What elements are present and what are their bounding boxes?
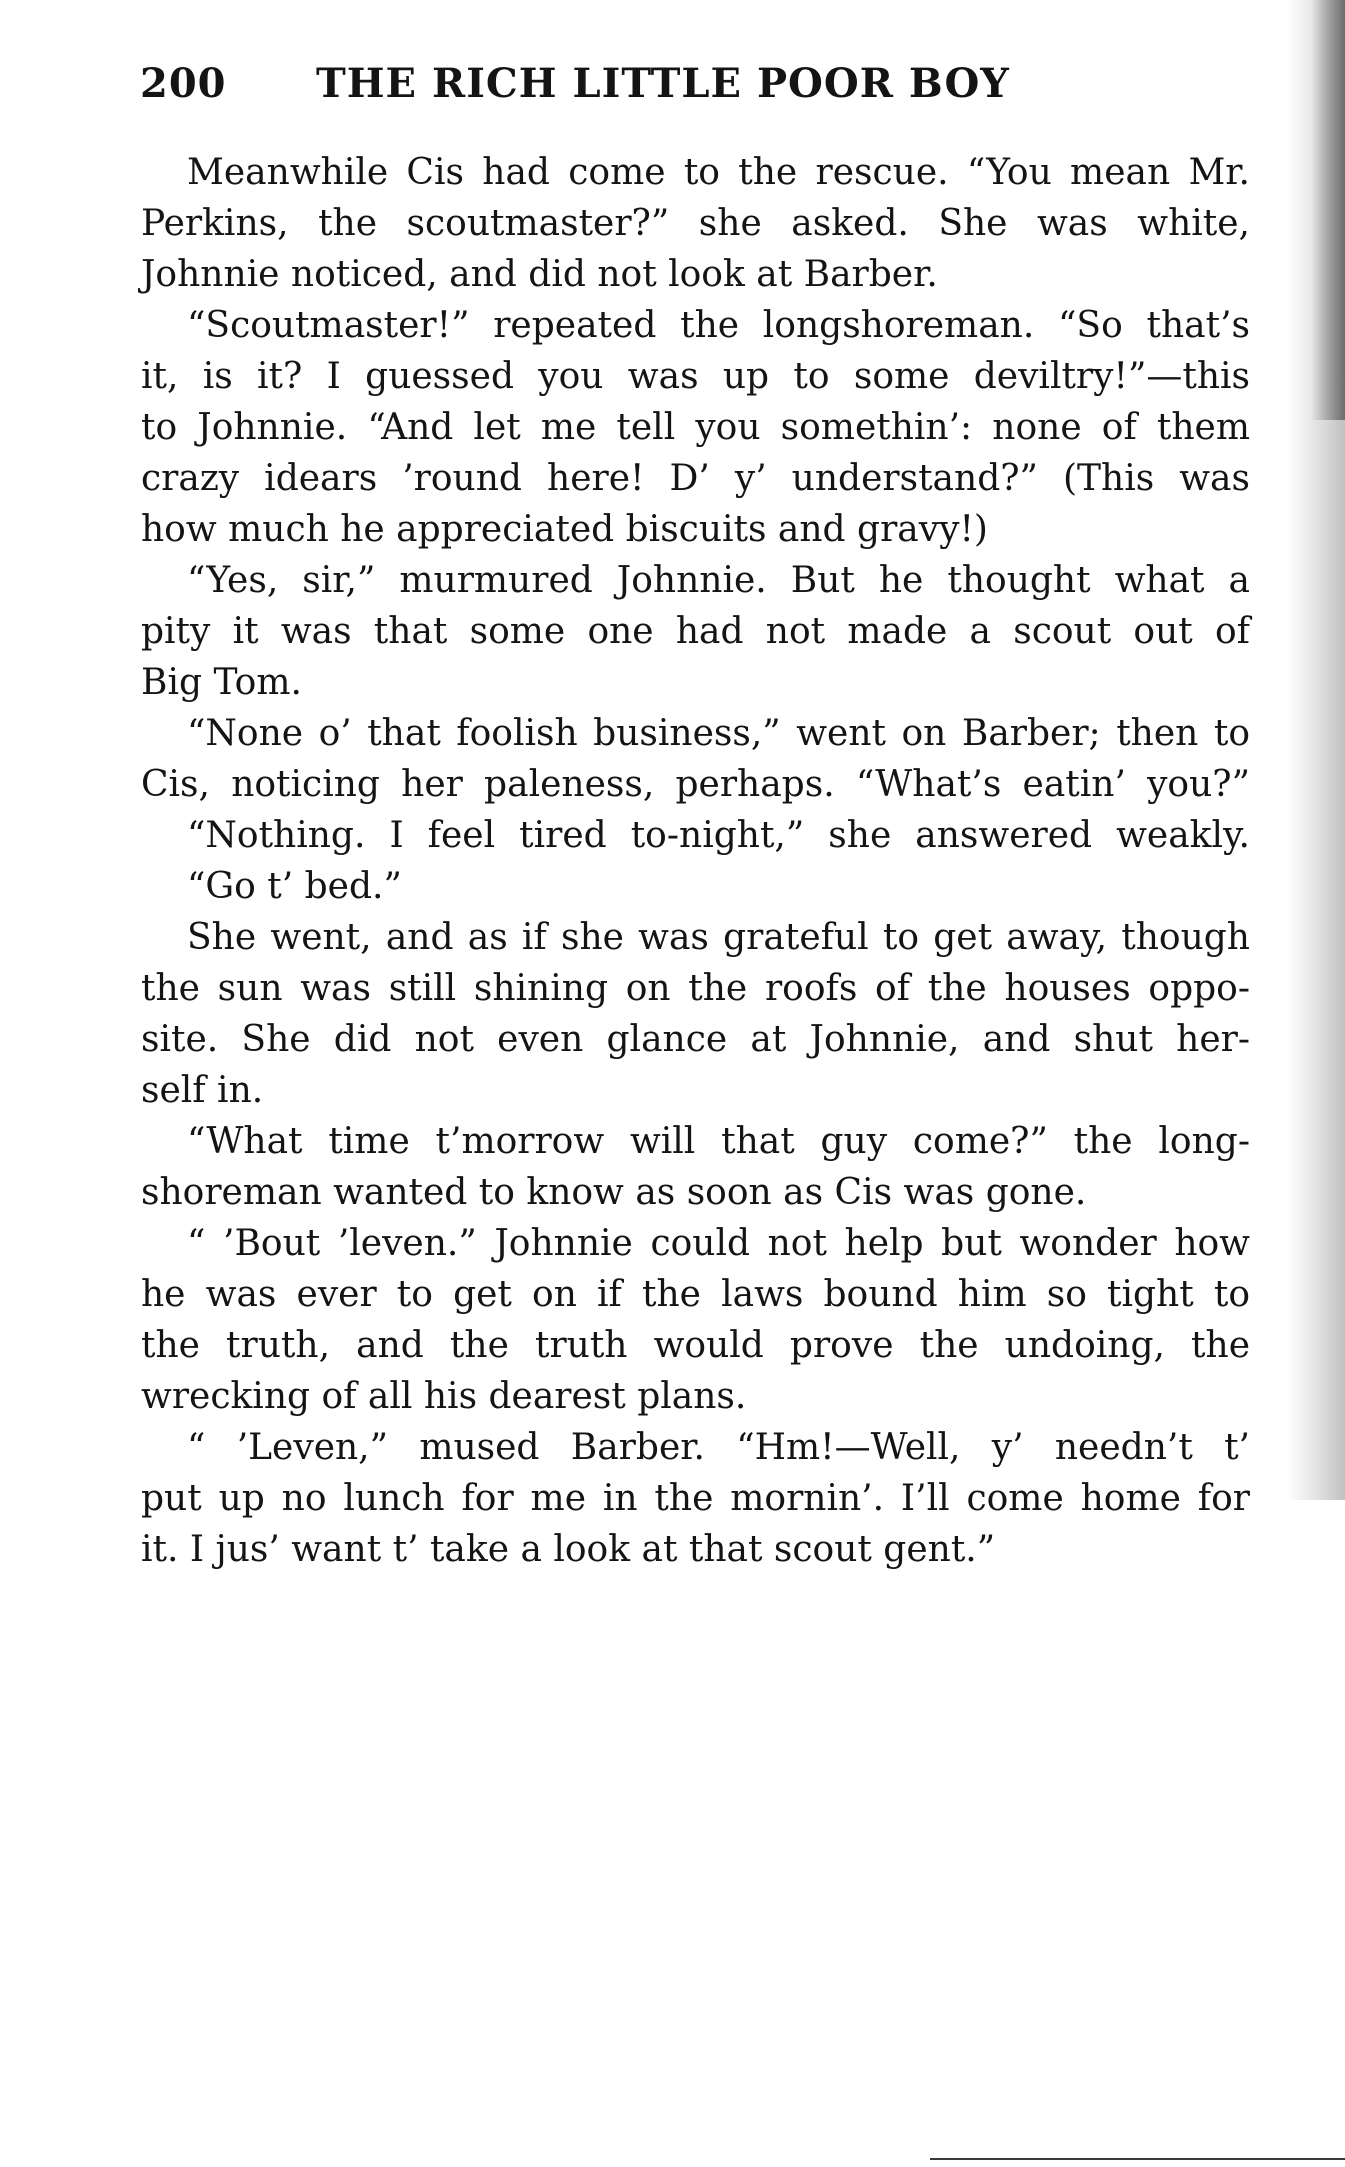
text-line: “Scoutmaster!” repeated the longshoreman. “So that’s [187,305,1250,346]
text-line: Johnnie noticed, and did not look at Barber. [141,254,938,295]
text-line: put up no lunch for me in the mornin’. I’ll come home for [141,1478,1250,1519]
text-line: wrecking of all his dearest plans. [141,1376,747,1417]
text-line: how much he appreciated biscuits and gravy!) [141,509,988,550]
text-line: crazy idears ’round here! D’ y’ understand?” (This was [141,458,1250,499]
text-line: pity it was that some one had not made a scout out of [141,611,1250,652]
text-line: it, is it? I guessed you was up to some deviltry!”—this [141,356,1250,397]
text-line: “Yes, sir,” murmured Johnnie. But he thought what a [187,560,1250,601]
page-header [140,60,1080,120]
text-line: “None o’ that foolish business,” went on Barber; then to [187,713,1250,754]
text-line: shoreman wanted to know as soon as Cis was gone. [141,1172,1087,1213]
text-line: he was ever to get on if the laws bound him so tight to [141,1274,1250,1315]
text-line: Big Tom. [141,662,302,703]
text-line: “Nothing. I feel tired to-night,” she answered weakly. [187,815,1250,856]
text-line: “Go t’ bed.” [187,866,402,907]
text-line: Perkins, the scoutmaster?” she asked. She was white, [141,203,1250,244]
text-line: it. I jus’ want t’ take a look at that scout gent.” [141,1529,996,1570]
text-line: “What time t’morrow will that guy come?” the long- [187,1121,1250,1162]
text-line: self in. [141,1070,264,1111]
text-line: the truth, and the truth would prove the undoing, the [141,1325,1250,1366]
text-line: Meanwhile Cis had come to the rescue. “You mean Mr. [187,152,1250,193]
text-line: Cis, noticing her paleness, perhaps. “What’s eatin’ you?” [141,764,1250,805]
running-head: THE RICH LITTLE POOR BOY [316,60,1010,107]
body-text [141,147,1250,1575]
page-number: 200 [140,60,227,107]
text-line: “ ’Bout ’leven.” Johnnie could not help but wonder how [187,1223,1250,1264]
text-line: site. She did not even glance at Johnnie, and shut her- [141,1019,1250,1060]
text-line: the sun was still shining on the roofs of the houses oppo- [141,968,1250,1009]
bottom-rule [930,2158,1345,2160]
page-edge-shadow-top [1311,0,1345,420]
text-line: She went, and as if she was grateful to get away, though [187,917,1250,958]
text-line: “ ’Leven,” mused Barber. “Hm!—Well, y’ needn’t t’ [187,1427,1250,1468]
text-line: to Johnnie. “And let me tell you somethin’: none of them [141,407,1250,448]
